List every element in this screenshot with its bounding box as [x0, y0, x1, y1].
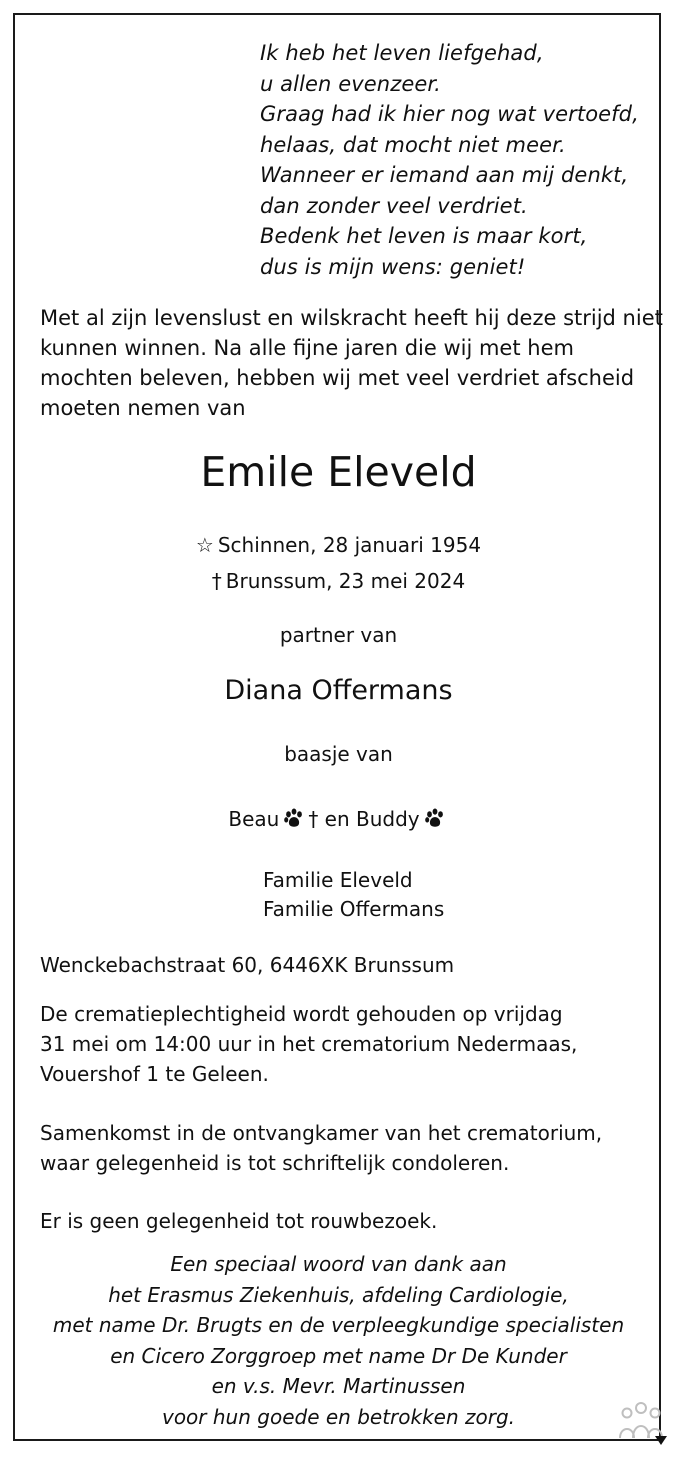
poem-line: helaas, dat mocht niet meer.	[260, 132, 566, 157]
family-line: Familie Offermans	[263, 897, 445, 921]
partner-name: Diana Offermans	[224, 675, 453, 706]
partner-label: partner van	[279, 623, 398, 647]
death-text: Brunssum, 23 mei 2024	[225, 569, 466, 593]
paw-icon	[283, 807, 305, 829]
address: Wenckebachstraat 60, 6446XK Brunssum	[40, 953, 455, 977]
death-line	[0, 567, 677, 595]
no-visit-notice: Er is geen gelegenheid tot rouwbezoek.	[40, 1209, 438, 1233]
ceremony-line: Vouershof 1 te Geleen.	[40, 1062, 269, 1086]
ceremony-line: 31 mei om 14:00 uur in het crematorium Nedermaas,	[40, 1032, 578, 1056]
gathering-line: waar gelegenheid is tot schriftelijk condoleren.	[40, 1151, 510, 1175]
thanks-line: en v.s. Mevr. Martinussen	[211, 1374, 466, 1398]
intro-paragraph	[40, 303, 663, 423]
poem-line: Ik heb het leven liefgehad,	[260, 41, 544, 65]
poem-line: Wanneer er iemand aan mij denkt,	[260, 163, 629, 187]
thanks-line: en Cicero Zorggroep met name Dr De Kunder	[110, 1343, 567, 1368]
poem-line: dan zonder veel verdriet.	[260, 193, 528, 218]
gathering-line: Samenkomst in de ontvangkamer van het crematorium,	[40, 1121, 603, 1145]
family-line: Familie Eleveld	[263, 868, 413, 892]
poem-line: u allen evenzeer.	[260, 71, 441, 96]
pets-line	[0, 805, 677, 833]
poem-line: Bedenk het leven is maar kort,	[260, 224, 588, 248]
poem	[260, 38, 639, 282]
deceased-name: Emile Eleveld	[200, 448, 477, 496]
thanks-line: Een speciaal woord van dank aan	[170, 1252, 507, 1276]
thanks-line: het Erasmus Ziekenhuis, afdeling Cardiologie,	[108, 1282, 569, 1307]
ceremony-line: De crematieplechtigheid wordt gehouden op vrijdag	[40, 1002, 563, 1026]
pet-buddy: en Buddy	[324, 807, 420, 831]
pet-beau: Beau	[228, 807, 280, 831]
publisher-logo-icon	[615, 1400, 667, 1446]
poem-line: Graag had ik hier nog wat vertoefd,	[260, 102, 639, 126]
birth-text: Schinnen, 28 januari 1954	[217, 533, 482, 557]
ceremony-paragraph	[40, 999, 650, 1089]
poem-line: dus is mijn wens: geniet!	[260, 254, 526, 279]
pet-death-cross-icon: †	[308, 807, 319, 831]
intro-line: moeten nemen van	[40, 396, 246, 420]
thanks-line: met name Dr. Brugts en de verpleegkundige specialisten	[52, 1313, 625, 1337]
cross-icon: †	[211, 569, 222, 593]
intro-line: mochten beleven, hebben wij met veel verdriet afscheid	[40, 366, 635, 390]
family-list	[263, 866, 444, 924]
gathering-paragraph	[40, 1118, 650, 1178]
thanks-line: voor hun goede en betrokken zorg.	[161, 1404, 516, 1429]
intro-line: Met al zijn levenslust en wilskracht heeft hij deze strijd niet	[40, 306, 663, 330]
thanks-paragraph	[0, 1249, 677, 1432]
paw-icon	[424, 807, 446, 829]
birth-line	[0, 531, 677, 559]
intro-line: kunnen winnen. Na alle fijne jaren die wij met hem	[40, 336, 574, 360]
pets-label: baasje van	[284, 742, 393, 766]
star-icon: ☆	[195, 533, 214, 557]
